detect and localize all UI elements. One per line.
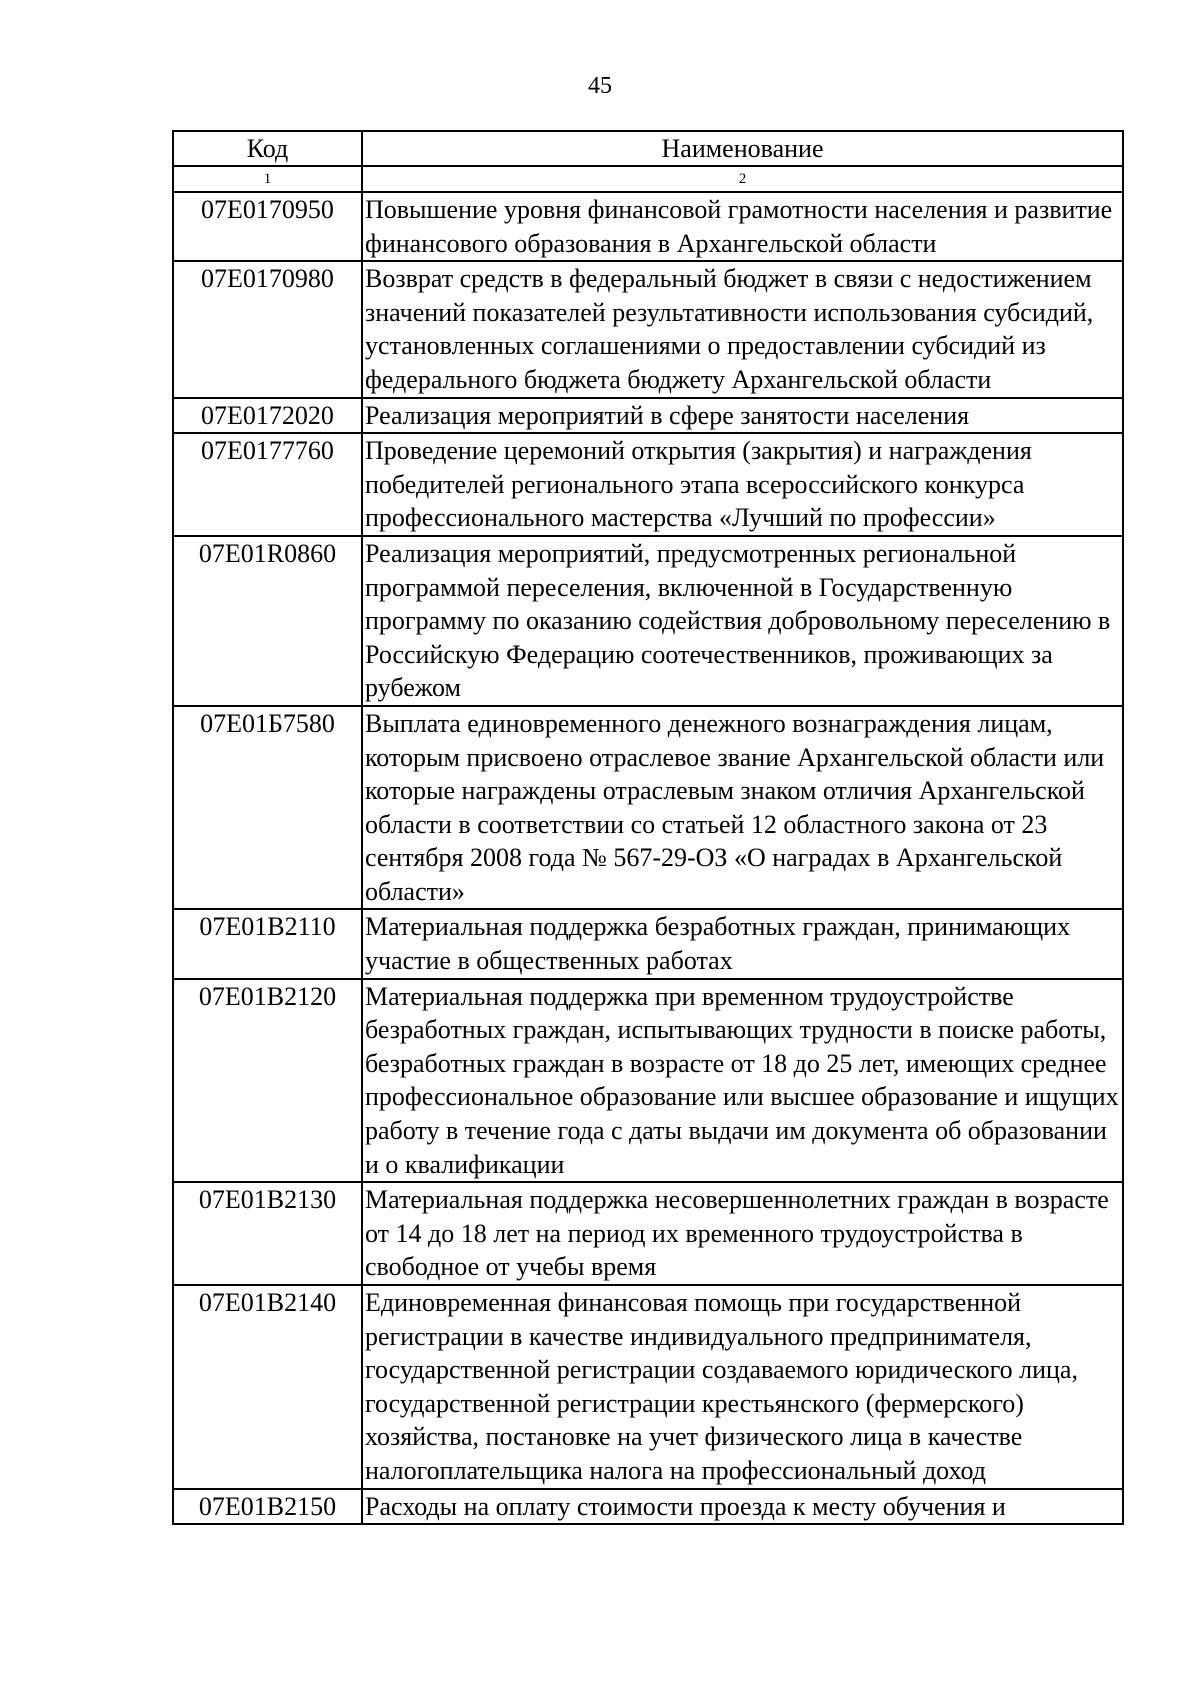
row-code: 07Е0177760 [173, 433, 362, 536]
row-name: Выплата единовременного денежного вознаграждения лицам, которым присвоено отраслевое звание Архангельской области или которые награждены отраслевым знаком отличия Архангельской области в соответствии со статьей 12 областного закона от 23 сентября 2008 года № 567-29-ОЗ «О наградах в Архангельской области» [362, 706, 1123, 910]
budget-codes-table [172, 130, 1124, 1525]
column-number-code: 1 [173, 166, 362, 192]
table-row [173, 706, 1123, 910]
row-name: Материальная поддержка безработных граждан, принимающих участие в общественных работах [362, 909, 1123, 978]
page-number: 45 [588, 73, 612, 99]
column-number-name: 2 [362, 166, 1123, 192]
table-row [173, 398, 1123, 434]
table-row [173, 1285, 1123, 1489]
table-row [173, 1182, 1123, 1285]
row-code: 07Е0170980 [173, 261, 362, 397]
row-name: Проведение церемоний открытия (закрытия) и награждения победителей регионального этапа всероссийского конкурса профессионального мастерства «Лучший по профессии» [362, 433, 1123, 536]
row-code: 07Е01Б7580 [173, 706, 362, 910]
row-name: Расходы на оплату стоимости проезда к месту обучения и [362, 1489, 1123, 1525]
row-code: 07Е0170950 [173, 192, 362, 261]
row-name: Единовременная финансовая помощь при государственной регистрации в качестве индивидуального предпринимателя, государственной регистрации создаваемого юридического лица, государственной регистрации крестьянского (фермерского) хозяйства, постановке на учет физического лица в качестве налогоплательщика налога на профессиональный доход [362, 1285, 1123, 1489]
column-number-row [173, 166, 1123, 192]
table-row [173, 979, 1123, 1183]
row-code: 07Е01В2150 [173, 1489, 362, 1525]
row-name: Реализация мероприятий, предусмотренных региональной программой переселения, включенной в Государственную программу по оказанию содействия добровольному переселению в Российскую Федерацию соотечественников, проживающих за рубежом [362, 536, 1123, 706]
header-code: Код [173, 131, 362, 166]
row-name: Материальная поддержка при временном трудоустройстве безработных граждан, испытывающих трудности в поиске работы, безработных граждан в возрасте от 18 до 25 лет, имеющих среднее профессиональное образование или высшее образование и ищущих работу в течение года с даты выдачи им документа об образовании и о квалификации [362, 979, 1123, 1183]
table-row [173, 1489, 1123, 1525]
row-code: 07Е0172020 [173, 398, 362, 434]
row-name: Материальная поддержка несовершеннолетних граждан в возрасте от 14 до 18 лет на период их временного трудоустройства в свободное от учебы время [362, 1182, 1123, 1285]
table-row [173, 909, 1123, 978]
row-code: 07Е01В2120 [173, 979, 362, 1183]
row-name: Повышение уровня финансовой грамотности населения и развитие финансового образования в Архангельской области [362, 192, 1123, 261]
table-row [173, 192, 1123, 261]
table-header-row [173, 131, 1123, 166]
row-code: 07Е01В2140 [173, 1285, 362, 1489]
row-name: Возврат средств в федеральный бюджет в связи с недостижением значений показателей результативности использования субсидий, установленных соглашениями о предоставлении субсидий из федерального бюджета бюджету Архангельской области [362, 261, 1123, 397]
row-code: 07Е01В2130 [173, 1182, 362, 1285]
header-name: Наименование [362, 131, 1123, 166]
row-code: 07Е01В2110 [173, 909, 362, 978]
table-row [173, 433, 1123, 536]
table-row [173, 261, 1123, 397]
row-code: 07Е01R0860 [173, 536, 362, 706]
table-row [173, 536, 1123, 706]
row-name: Реализация мероприятий в сфере занятости населения [362, 398, 1123, 434]
